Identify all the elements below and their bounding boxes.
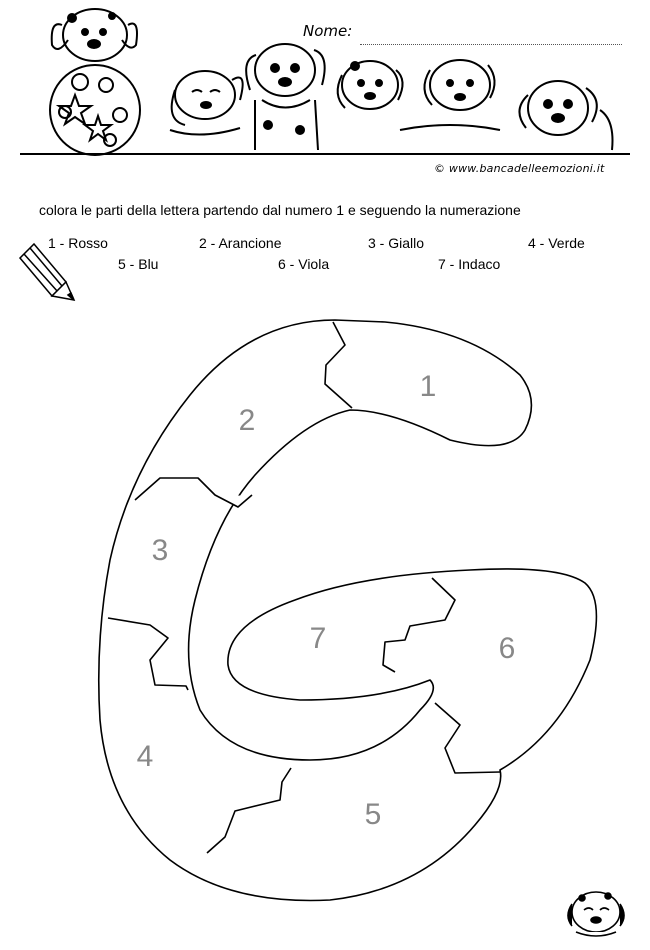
- legend-item-4: 4 - Verde: [528, 235, 585, 251]
- region-number-3: 3: [151, 534, 169, 567]
- region-number-7: 7: [309, 622, 327, 655]
- website-credit: © www.bancadelleemozioni.it: [434, 162, 605, 175]
- legend-item-5: 5 - Blu: [118, 256, 159, 272]
- name-label: Nome:: [303, 22, 353, 40]
- region-number-1: 1: [419, 370, 437, 403]
- legend-item-3: 3 - Giallo: [368, 235, 425, 251]
- dalmatian-puppy-icon: [562, 880, 630, 940]
- legend-item-1: 1 - Rosso: [48, 235, 108, 251]
- region-number-5: 5: [364, 798, 382, 831]
- region-number-6: 6: [498, 632, 516, 665]
- region-number-2: 2: [238, 404, 256, 437]
- instructions-text: colora le parti della lettera partendo dal numero 1 e seguendo la numerazione: [39, 202, 521, 218]
- legend-item-2: 2 - Arancione: [199, 235, 282, 251]
- legend-item-6: 6 - Viola: [278, 256, 330, 272]
- legend-item-7: 7 - Indaco: [438, 256, 501, 272]
- region-number-4: 4: [136, 740, 154, 773]
